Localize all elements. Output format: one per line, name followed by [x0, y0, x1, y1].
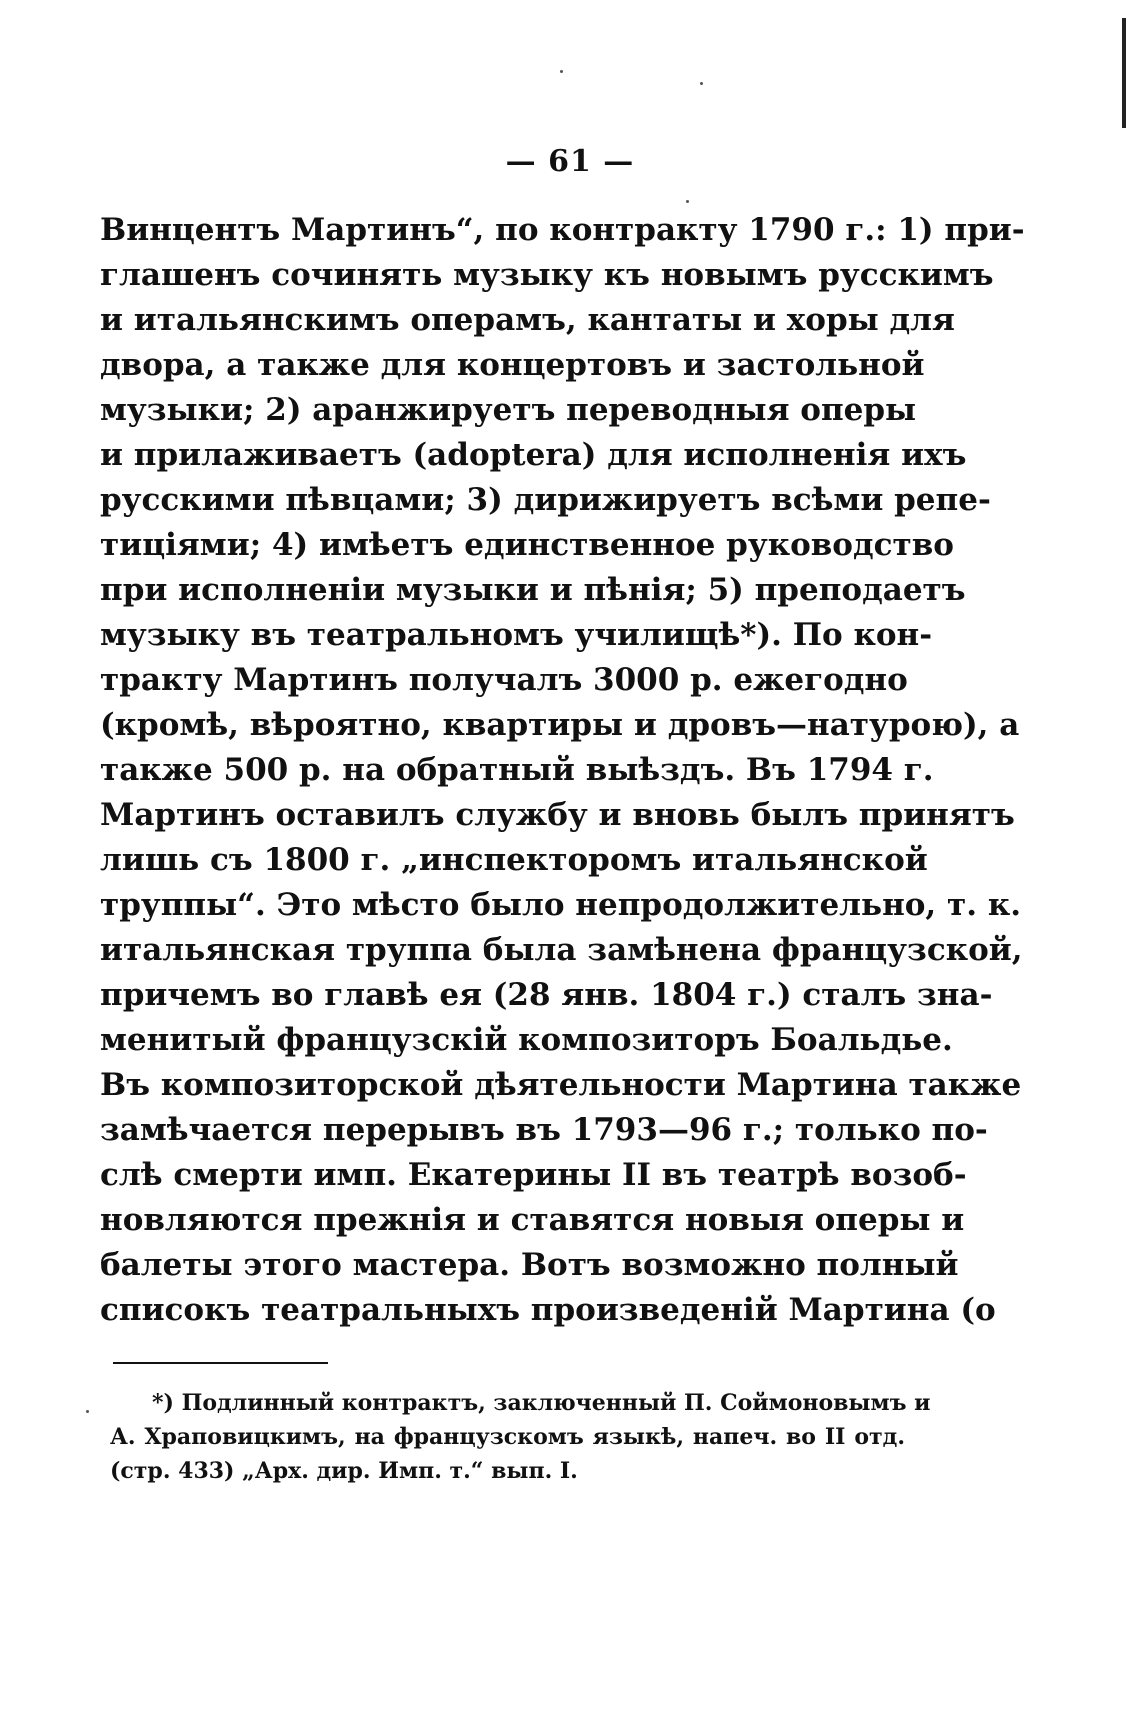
text-line: труппы“. Это мѣсто было непродолжительно, т. к. — [100, 887, 1021, 923]
text-line: слѣ смерти имп. Екатерины II въ театрѣ возоб- — [100, 1157, 967, 1193]
text-line: лишь съ 1800 г. „инспекторомъ итальянской — [100, 842, 928, 878]
text-line: музыку въ театральномъ училищѣ*). По кон- — [100, 617, 933, 653]
text-line: музыки; 2) аранжируетъ переводныя оперы — [100, 392, 917, 428]
footnote-line: *) Подлинный контрактъ, заключенный П. Соймоновымъ и — [152, 1390, 931, 1416]
text-line: при исполненіи музыки и пѣнія; 5) преподаетъ — [100, 572, 966, 608]
print-speck — [686, 200, 689, 203]
text-line: глашенъ сочинять музыку къ новымъ русскимъ — [100, 257, 994, 293]
print-speck — [700, 82, 703, 85]
text-line: причемъ во главѣ ея (28 янв. 1804 г.) сталъ зна- — [100, 977, 993, 1013]
body-text — [100, 208, 1025, 1333]
text-line: двора, а также для концертовъ и застольной — [100, 347, 925, 383]
text-line: русскими пѣвцами; 3) дирижируетъ всѣми репе- — [100, 482, 991, 518]
page-edge-mark — [1122, 18, 1126, 128]
footnote-line: (стр. 433) „Арх. дир. Имп. т.“ вып. I. — [110, 1458, 578, 1484]
print-speck — [560, 70, 563, 73]
text-line: тракту Мартинъ получалъ 3000 р. ежегодно — [100, 662, 908, 698]
text-line: также 500 р. на обратный выѣздъ. Въ 1794 г. — [100, 752, 934, 788]
text-line: и итальянскимъ операмъ, кантаты и хоры для — [100, 302, 955, 338]
text-line: тиціями; 4) имѣетъ единственное руководство — [100, 527, 954, 563]
text-line: итальянская труппа была замѣнена французской, — [100, 932, 1023, 968]
page-number: — 61 — — [505, 144, 635, 179]
text-line: Мартинъ оставилъ службу и вновь былъ принятъ — [100, 797, 1015, 833]
text-line: списокъ театральныхъ произведеній Мартина (о — [100, 1292, 996, 1328]
text-line: менитый французскій композиторъ Боальдье. — [100, 1022, 953, 1058]
print-speck — [86, 1410, 89, 1413]
text-line: замѣчается перерывъ въ 1793—96 г.; только по- — [100, 1112, 988, 1148]
footnote-line: А. Храповицкимъ, на французскомъ языкѣ, напеч. во II отд. — [110, 1424, 905, 1450]
text-line: Въ композиторской дѣятельности Мартина также — [100, 1067, 1022, 1103]
footnote-divider — [113, 1362, 328, 1364]
text-line: Винцентъ Мартинъ“, по контракту 1790 г.: 1) при- — [100, 212, 1025, 248]
text-line: и прилаживаетъ (adoptera) для исполненія ихъ — [100, 437, 967, 473]
text-line: (кромѣ, вѣроятно, квартиры и дровъ—натурою), а — [100, 707, 1020, 743]
text-line: балеты этого мастера. Вотъ возможно полный — [100, 1247, 959, 1283]
text-line: новляются прежнія и ставятся новыя оперы и — [100, 1202, 965, 1238]
footnote — [110, 1386, 931, 1488]
